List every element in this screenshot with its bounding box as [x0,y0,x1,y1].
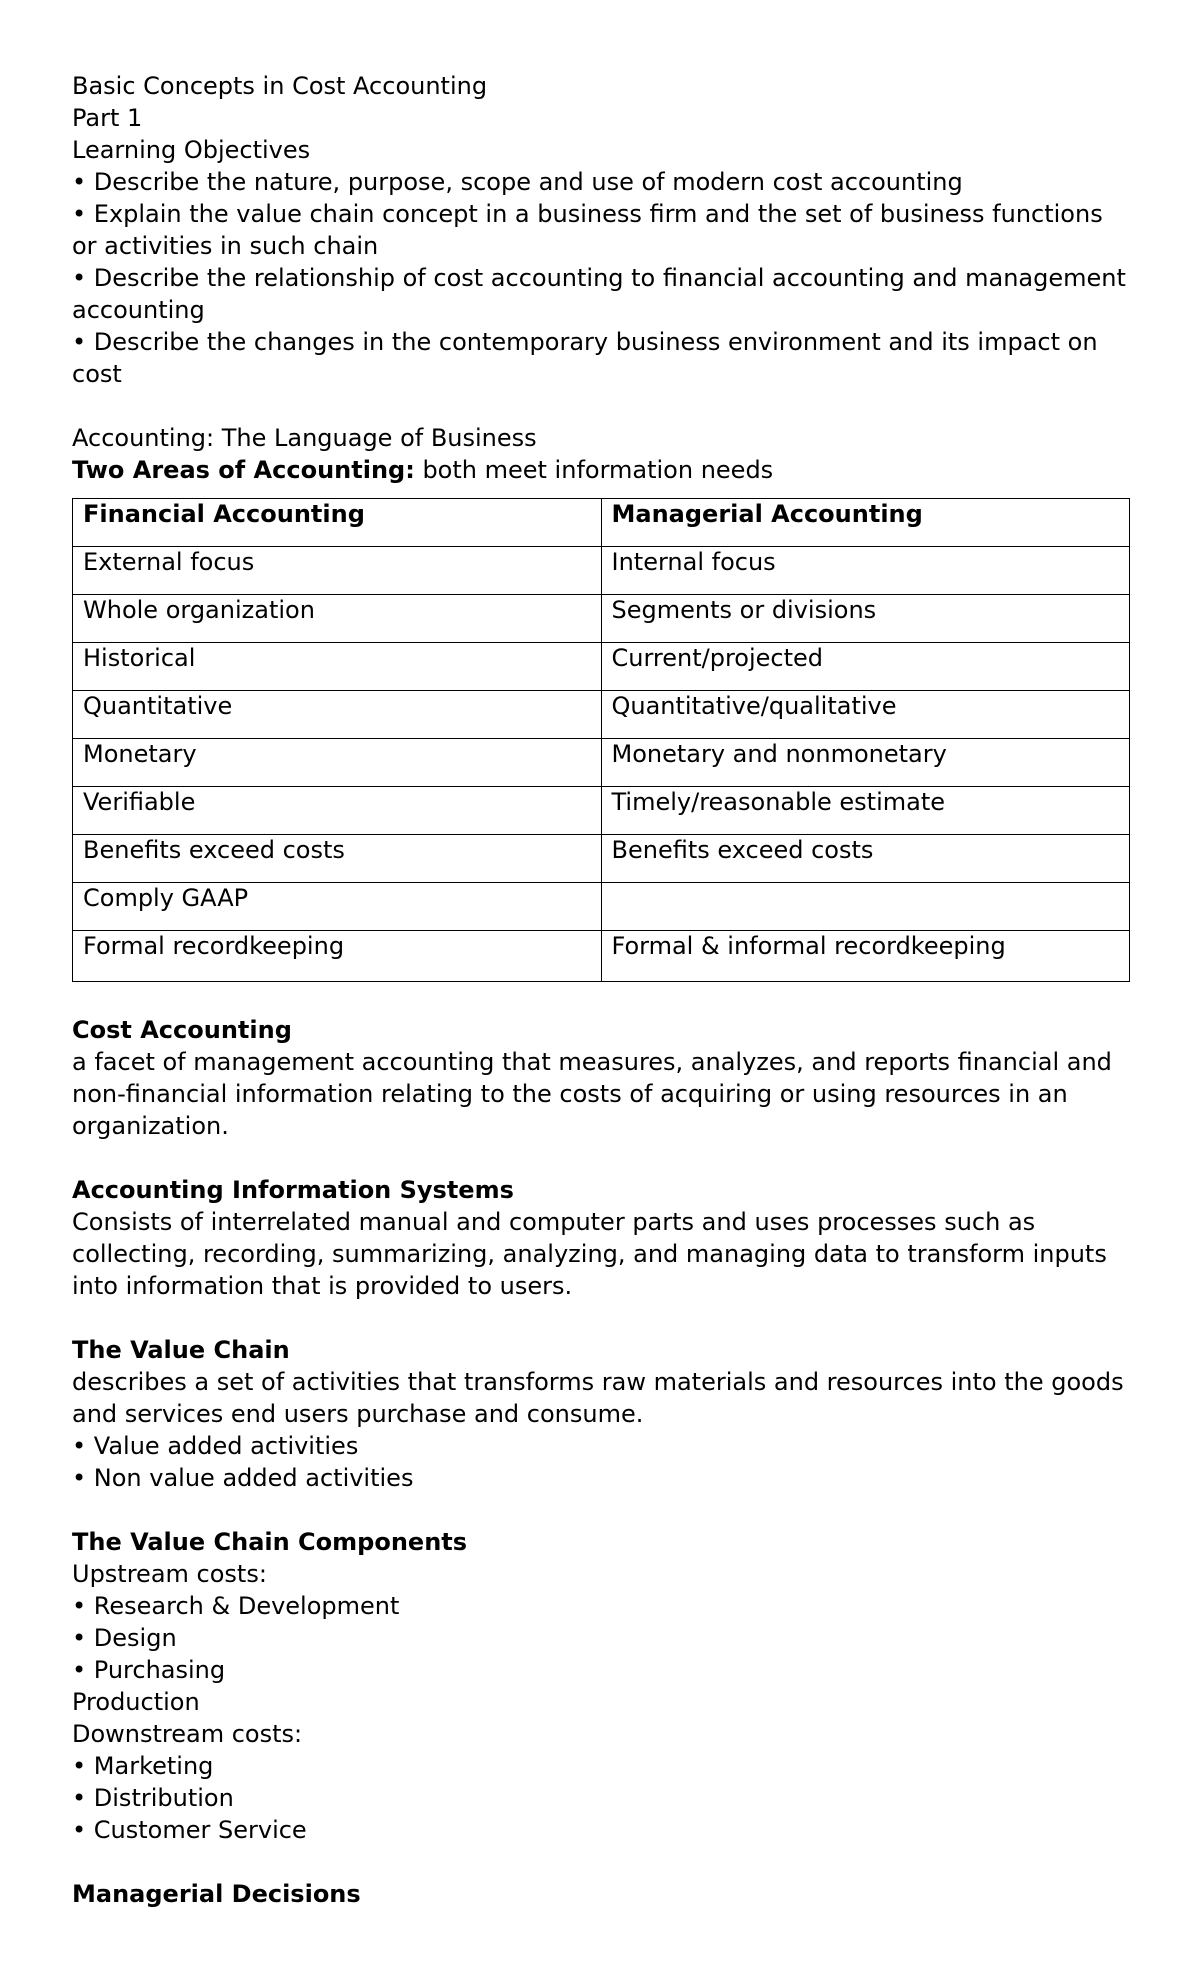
table-cell: Comply GAAP [73,883,602,931]
table-cell: Monetary [73,739,602,787]
spacer [72,1494,1132,1526]
table-cell: Internal focus [601,547,1130,595]
spacer [72,1846,1132,1878]
value-chain-text: describes a set of activities that transforms raw materials and resources into the goods and services end users purchase and consume. [72,1368,1132,1428]
areas-text: both meet information needs [414,456,774,484]
table-cell [601,883,1130,931]
table-cell: Verifiable [73,787,602,835]
decisions-title: Managerial Decisions [72,1880,361,1908]
table-row [73,835,1130,883]
objective-item: • Explain the value chain concept in a business firm and the set of business functions or activities in such chain [72,200,1111,260]
production-label: Production [72,1688,200,1716]
table-header-row [73,499,1130,547]
table-header-cell: Financial Accounting [73,499,602,547]
objective-item: • Describe the changes in the contemporary business environment and its impact on cost [72,328,1106,388]
table-cell: External focus [73,547,602,595]
cost-accounting-text: a facet of management accounting that measures, analyzes, and reports financial and non-financial information relating to the costs of acquiring or using resources in an organization. [72,1048,1120,1140]
cost-accounting-title: Cost Accounting [72,1016,292,1044]
objectives-title: Learning Objectives [72,136,311,164]
comparison-table [72,498,1130,982]
document-page [72,70,1132,1910]
table-row [73,883,1130,931]
ais-text: Consists of interrelated manual and computer parts and uses processes such as collecting, recording, summarizing, analyzing, and managing data to transform inputs into information that is provided to users. [72,1208,1115,1300]
downstream-item: • Customer Service [72,1816,307,1844]
value-chain-item: • Value added activities [72,1432,359,1460]
table-cell: Benefits exceed costs [73,835,602,883]
spacer [72,1142,1132,1174]
areas-line [72,454,1132,486]
areas-label: Two Areas of Accounting: [72,456,415,484]
table-row [73,739,1130,787]
document-title: Basic Concepts in Cost Accounting [72,72,488,100]
ais-title: Accounting Information Systems [72,1176,514,1204]
table-row [73,787,1130,835]
table-cell: Quantitative/qualitative [601,691,1130,739]
table-row [73,691,1130,739]
downstream-item: • Distribution [72,1784,234,1812]
objective-item: • Describe the nature, purpose, scope and use of modern cost accounting [72,168,963,196]
language-title: Accounting: The Language of Business [72,424,537,452]
table-cell: Formal & informal recordkeeping [601,931,1130,982]
upstream-label: Upstream costs: [72,1560,267,1588]
table-header-cell: Managerial Accounting [601,499,1130,547]
part-label: Part 1 [72,104,143,132]
upstream-item: • Research & Development [72,1592,400,1620]
table-row [73,595,1130,643]
upstream-item: • Purchasing [72,1656,226,1684]
objective-item: • Describe the relationship of cost accounting to financial accounting and management accounting [72,264,1134,324]
table-cell: Quantitative [73,691,602,739]
downstream-item: • Marketing [72,1752,214,1780]
table-row [73,643,1130,691]
table-cell: Historical [73,643,602,691]
table-cell: Benefits exceed costs [601,835,1130,883]
table-cell: Formal recordkeeping [73,931,602,982]
table-cell: Monetary and nonmonetary [601,739,1130,787]
table-row [73,547,1130,595]
spacer [72,390,1132,422]
components-title: The Value Chain Components [72,1528,468,1556]
spacer [72,1302,1132,1334]
table-row [73,931,1130,982]
table-cell: Timely/reasonable estimate [601,787,1130,835]
value-chain-item: • Non value added activities [72,1464,414,1492]
value-chain-title: The Value Chain [72,1336,290,1364]
upstream-item: • Design [72,1624,177,1652]
table-cell: Segments or divisions [601,595,1130,643]
downstream-label: Downstream costs: [72,1720,303,1748]
table-cell: Current/projected [601,643,1130,691]
table-cell: Whole organization [73,595,602,643]
